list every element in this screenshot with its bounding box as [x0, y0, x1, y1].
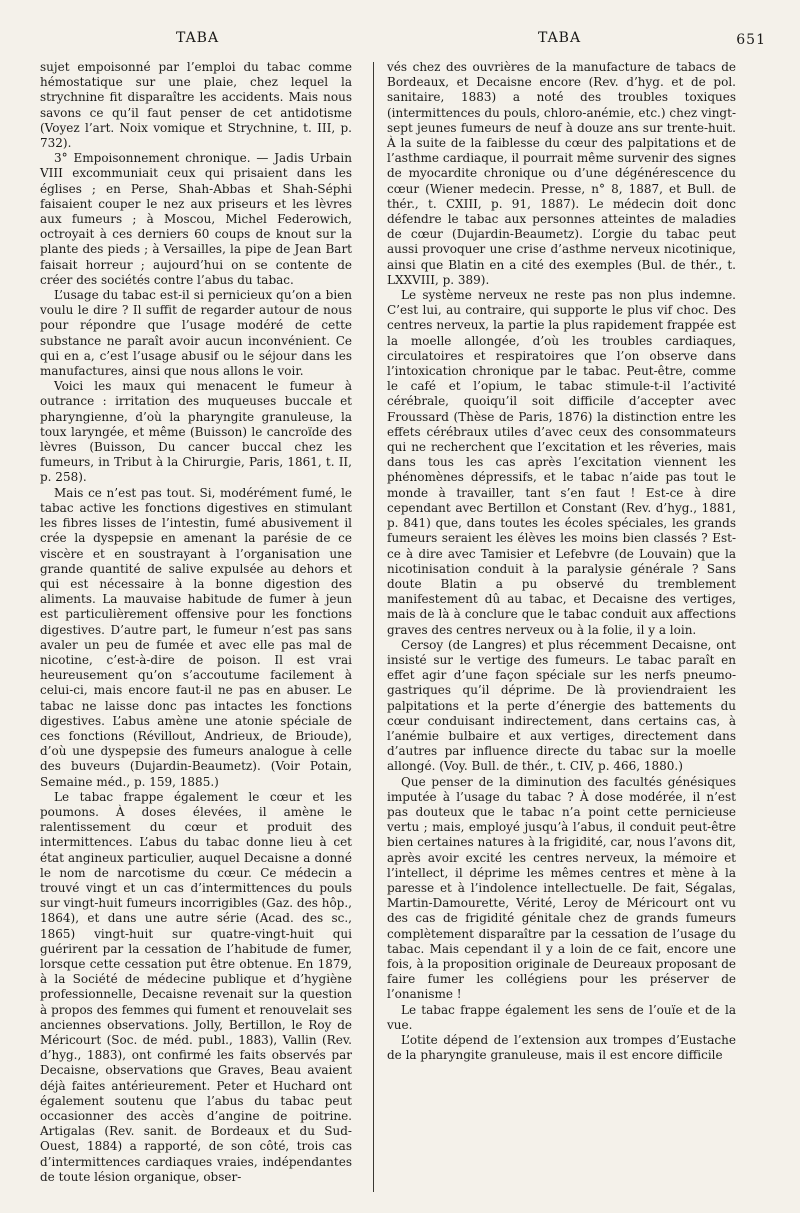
running-head-right: TABA: [538, 30, 582, 46]
page-number: 651: [736, 32, 766, 48]
right-column: [387, 60, 736, 1063]
paragraph: Mais ce n’est pas tout. Si, modérément fumé, le tabac active les fonctions digestives en stimulant les fibres lisses de l’intestin, fumé abusivement il crée la dyspepsie en amenant la parésie de ce viscère et en soustrayant à l’organisation une grande quantité de salive expulsée au dehors et qui est nécessaire à la bonne digestion des aliments. La mauvaise habitude de fumer à jeun est particulièrement offensive pour les fonctions digestives. D’autre part, le fumeur n’est pas sans avaler un peu de fumée et avec elle pas mal de nicotine, c’est-à-dire de poison. Il est vrai heureusement qu’on s’accoutume facilement à celui-ci, mais encore faut-il ne pas en abuser. Le tabac ne laisse donc pas intactes les fonctions digestives. L’abus amène une atonie spéciale de ces fonctions (Révillout, Andrieux, de Brioude), d’où une dyspepsie des fumeurs analogue à celle des buveurs (Dujardin-Beaumetz). (Voir Potain, Semaine méd., p. 159, 1885.): [40, 485, 352, 789]
paragraph: Cersoy (de Langres) et plus récemment Decaisne, ont insisté sur le vertige des fumeurs. Le tabac paraît en effet agir d’une façon spéciale sur les nerfs pneumo-gastriques qu’il déprime. De là proviendraient les palpitations et la perte d’énergie des battements du cœur conduisant indirectement, dans certains cas, à l’anémie bulbaire et aux vertiges, directement dans d’autres par influence directe du tabac sur la moelle allongé. (Voy. Bull. de thér., t. CIV, p. 466, 1880.): [387, 637, 736, 774]
paragraph: Que penser de la diminution des facultés génésiques imputée à l’usage du tabac ? À dose modérée, il n’est pas douteux que le tabac n’a point cette pernicieuse vertu ; mais, employé jusqu’à l’abus, il conduit peut-être bien certaines natures à la frigidité, car, nous l’avons dit, après avoir excité les centres nerveux, la mémoire et l’intellect, il déprime les mêmes centres et mène à la paresse et à l’indolence intellectuelle. De fait, Ségalas, Martin-Damourette, Vérité, Leroy de Méricourt ont vu des cas de frigidité génitale chez de grands fumeurs complètement disparaître par la cessation de l’usage du tabac. Mais cependant il y a loin de ce fait, encore une fois, à la proposition originale de Deureaux proposant de faire fumer les collégiens pour les préserver de l’onanisme !: [387, 774, 736, 1002]
paragraph: 3° Empoisonnement chronique. — Jadis Urbain VIII excommuniait ceux qui prisaient dans les églises ; en Perse, Shah-Abbas et Shah-Séphi faisaient couper le nez aux priseurs et les lèvres aux fumeurs ; à Moscou, Michel Federowich, octroyait à ces derniers 60 coups de knout sur la plante des pieds ; à Versailles, la pipe de Jean Bart faisait horreur ; aujourd’hui on se contente de créer des sociétés contre l’abus du tabac.: [40, 151, 352, 287]
paragraph: L’otite dépend de l’extension aux trompes d’Eustache de la pharyngite granuleuse, mais il est encore difficile: [387, 1033, 736, 1063]
paragraph: Le tabac frappe également les sens de l’ouïe et de la vue.: [387, 1002, 736, 1032]
paragraph: sujet empoisonné par l’emploi du tabac comme hémostatique sur une plaie, chez lequel la strychnine fit disparaître les accidents. Mais nous savons ce qu’il faut penser de cet antidotisme (Voyez l’art. Noix vomique et Strychnine, t. III, p. 732).: [40, 60, 352, 151]
column-divider: [373, 62, 374, 1192]
paragraph: Le tabac frappe également le cœur et les poumons. À doses élevées, il amène le ralentissement du cœur et produit des intermittences. L’abus du tabac donne lieu à cet état angineux particulier, auquel Decaisne a donné le nom de narcotisme du cœur. Ce médecin a trouvé vingt et un cas d’intermittences du pouls sur vingt-huit fumeurs incorrigibles (Gaz. des hôp., 1864), et dans une autre série (Acad. des sc., 1865) vingt-huit sur quatre-vingt-huit qui guérirent par la cessation de l’habitude de fumer, lorsque cette cessation put être obtenue. En 1879, à la Société de médecine publique et d’hygiène professionnelle, Decaisne revenait sur la question à propos des femmes qui fument et renouvelait ses anciennes observations. Jolly, Bertillon, le Roy de Méricourt (Soc. de méd. publ., 1883), Vallin (Rev. d’hyg., 1883), ont confirmé les faits observés par Decaisne, observations que Graves, Beau avaient déjà faites antérieurement. Peter et Huchard ont également soutenu que l’abus du tabac peut occasionner des accès d’angine de poitrine. Artigalas (Rev. sanit. de Bordeaux et du Sud-Ouest, 1884) a rapporté, de son côté, trois cas d’intermittences cardiaques vraies, indépendantes de toute lésion organique, obser-: [40, 789, 352, 1184]
running-head-left: TABA: [176, 30, 220, 46]
paragraph: L’usage du tabac est-il si pernicieux qu’on a bien voulu le dire ? Il suffit de regarder autour de nous pour répondre que l’usage modéré de cette substance ne paraît avoir aucun inconvénient. Ce qui en a, c’est l’usage abusif ou le séjour dans les manufactures, ainsi que nous allons le voir.: [40, 288, 352, 379]
left-column: [40, 60, 352, 1185]
paragraph: Voici les maux qui menacent le fumeur à outrance : irritation des muqueuses buccale et pharyngienne, d’où la pharyngite granuleuse, la toux laryngée, et même (Buisson) le cancroïde des lèvres (Buisson, Du cancer buccal chez les fumeurs, in Tribut à la Chirurgie, Paris, 1861, t. II, p. 258).: [40, 379, 352, 485]
paragraph: Le système nerveux ne reste pas non plus indemne. C’est lui, au contraire, qui supporte le plus vif choc. Des centres nerveux, la partie la plus rapidement frappée est la moelle allongée, d’où les troubles cardiaques, circulatoires et respiratoires que l’on observe dans l’intoxication chronique par le tabac. Peut-être, comme le café et l’opium, le tabac stimule-t-il l’activité cérébrale, quoiqu’il soit difficile d’accepter avec Froussard (Thèse de Paris, 1876) la distinction entre les effets cérébraux utiles d’avec ceux des consommateurs qui ne recherchent que l’excitation et les rêveries, mais dans tous les cas après l’excitation viennent les phénomènes dépressifs, et le tabac n’aide pas tout le monde à travailler, tant s’en faut ! Est-ce à dire cependant avec Bertillon et Constant (Rev. d’hyg., 1881, p. 841) que, dans toutes les écoles spéciales, les grands fumeurs seraient les élèves les moins bien classés ? Est-ce à dire avec Tamisier et Lefebvre (de Louvain) que la nicotinisation conduit à la paralysie générale ? Sans doute Blatin a pu observé du tremblement manifestement dû au tabac, et Decaisne des vertiges, mais de là à conclure que le tabac conduit aux affections graves des centres nerveux ou à la folie, il y a loin.: [387, 288, 736, 637]
paragraph: vés chez des ouvrières de la manufacture de tabacs de Bordeaux, et Decaisne encore (Rev. d’hyg. et de pol. sanitaire, 1883) a noté des troubles toxiques (intermittences du pouls, chloro-anémie, etc.) chez vingt-sept jeunes fumeurs de neuf à douze ans sur trente-huit. À la suite de la faiblesse du cœur des palpitations et de l’asthme cardiaque, il pourrait même survenir des signes de myocardite chronique ou d’une dégénérescence du cœur (Wiener medecin. Presse, n° 8, 1887, et Bull. de thér., t. CXIII, p. 91, 1887). Le médecin doit donc défendre le tabac aux personnes atteintes de maladies de cœur (Dujardin-Beaumetz). L’orgie du tabac peut aussi provoquer une crise d’asthme nerveux nicotinique, ainsi que Blatin en a cité des exemples (Bul. de thér., t. LXXVIII, p. 389).: [387, 60, 736, 287]
